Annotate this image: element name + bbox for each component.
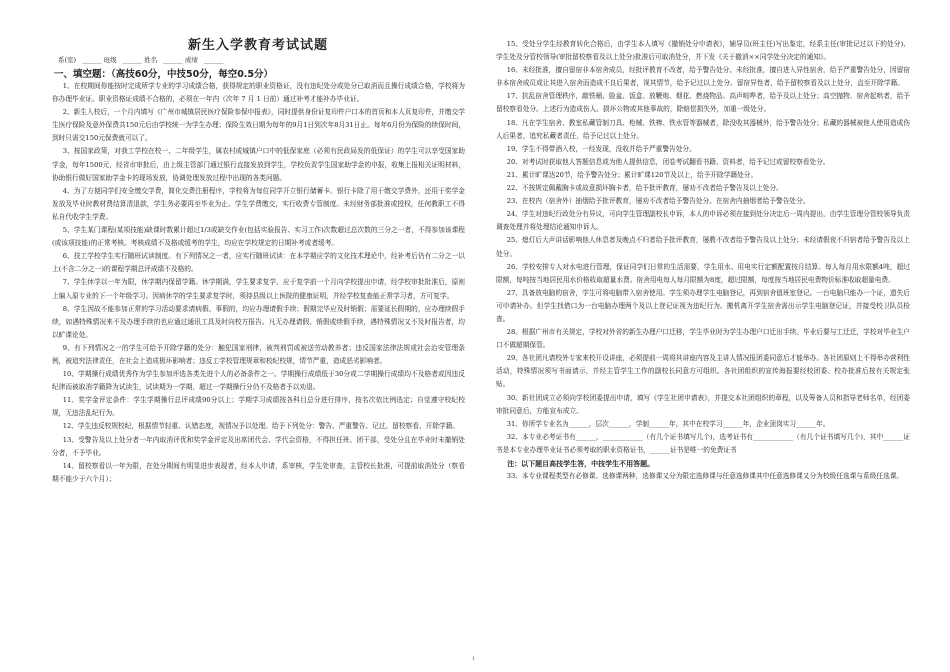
question-23: 23、在校内（宿舍外）抽烟给予批评教育，屡劝不改者给予警告处分。在宿舍内抽烟者给予警告处分。 — [506, 197, 810, 206]
question-10: 10、学期操行成绩优秀作为学生参加评选各类先进个人的必备条件之一。学期操行成绩低于30分或二学期操行成绩均不及格者或因违反纪律而被取消学籍降为试读生，试读期为一学期，超过一学期操行分仍不及格者予以劝退。 — [52, 370, 465, 392]
question-25: 25、熄灯后大声讲话影响他人休息者及晚点不归者给予批评教育，屡教不改者给予警告及以上处分；未经请假夜不归宿者给予警告及以上处分。 — [496, 236, 910, 258]
right-column — [496, 38, 910, 483]
student-info-row: 系(室) ______ 班级 ______ 姓名 ______ 成绩 ______ — [58, 56, 224, 64]
class-label: 班级 — [103, 56, 117, 64]
question-31: 31、你所学专业名为______，层次______，学制______年，其中在校学习______年，企业顶岗实习______年。 — [506, 419, 830, 428]
left-column — [52, 80, 465, 486]
question-21: 21、累计旷课达20节，给予警告处分；累计旷课120节及以上，给予开除学籍处分。 — [506, 170, 758, 179]
question-6: 6、技工学校学生实行随班试读制度。有下列情况之一者，应实行随班试读：在本学期应学的文化技术理论中，经补考后仍有二分之一以上(不含二分之一)的课程学期总评成绩不及格的。 — [52, 252, 465, 274]
name-label: 姓名 — [144, 56, 158, 64]
question-33: 33、本专业课程类型有必修课、选修课两种，选修课又分为限定选修课与任意选修课其中任意选修课又分为校级任选课与系级任选课。 — [506, 472, 904, 481]
question-17: 17、抗乱宿舍管理秩序，敲铁桶、脸盆、饭盒、放鞭炮、烟花、燃烧物品、高声喧哗者，给予及以上处分；高空抛物、宿舍起哄者，给予留校察看处分。上述行为造成伤人、损坏公物或其他事故的，除赔偿损失外，加重一级处分。 — [496, 92, 910, 114]
question-30: 30、新社团成立必须向学校团委提出申请，填写《学生社团申请表》，并提交本社团组织的章程，以及筹备人员和指导老师名单，经团委审批同意后，方能宣布成立。 — [496, 393, 910, 415]
question-19: 19、学生不得带酒入校，一经发现，没收并给予严重警告处分。 — [506, 144, 696, 153]
question-5: 5、学生某门课程(某项技能)缺课时数累计超过1/3或缺交作业(包括实验报告、实习工作)次数超过总次数的三分之一者，不得参加该课程(或该项技能)的正常考核。考核成绩不及格或缓考的学生，均应在学校规定的日期补考或者缓考。 — [52, 226, 465, 248]
question-3: 3、按国家政策，对我工学校在校一、二年级学生，属农村或城镇户口中的低保家庭（必须有民政局发的低保证）的学生可以享受国家助学金，每年1500元，经省市审批后，由上级主管部门通过银行直接发放到学生，学校负责学生国家助学金的申报，收集上报相关证明材料，协助银行做好国家助学金卡的现场发放，协调处理发放过程中出现的各类问题。 — [52, 147, 465, 182]
question-29: 29、各社团凡请校外专家来校开设讲座，必须提前一周将其讲座内容及主讲人情况报团委同意后才能举办。各社团原则上不得举办营利性活动，特殊情况须写书面请示，并经主管学生工作的副校长同意方可组织。各社团组织的宣传海报要经校团委、校办批准后按有关规定张贴。 — [496, 354, 910, 389]
dept-label: 系(室) — [58, 56, 77, 64]
question-20: 20、对考试时获取他人答题信息或为他人提供信息，闭卷考试翻看书籍、资料者，给予记过或留校察看处分。 — [506, 157, 830, 166]
score-label: 成绩 — [184, 56, 198, 64]
question-13: 13、受警告及以上处分者一年内取消评优和奖学金评定及出席团代会、学代会资格，不得担任班、团干部，受处分且在毕业时未撤销处分者，不予毕业。 — [52, 435, 465, 457]
question-4: 4、为了方便同学们安全缴交学费，简化交费注册程序，学校将为每位同学开立银行储蓄卡。银行卡除了用于缴交学费外，还用于奖学金发放及毕业时教材费结算清退款，学生务必要再至毕业为止。学生学费缴交，实行收费专管制度。未经财务部批准或授权，任何教职工不得私自代收学生学费。 — [52, 186, 465, 221]
question-28: 28、根据广州市有关规定，学校对外省的新生办理户口迁移，学生毕业时为学生办理户口迁出手续。毕业后要与工迁迁，学校对毕业生户口不做超期保管。 — [496, 328, 910, 350]
question-2: 2、新生入校后，一个月内填写《广州市城镇居民医疗保险参保申报表》，同时提供身份证复印件户口本的首页和本人页复印件，并缴交学生医疗保险及意外保费共150元后由学校统一为学生办理；保险生效日期为每年的9月1日到次年8月31日止。每年6月份为保险的续保时间，到时只需交150元保费就可以了。 — [52, 108, 465, 143]
section-heading: 一、填空题：（高技60分，中技50分，每空0.5分） — [54, 69, 274, 80]
question-15: 15、受处分学生经教育转化合格后，由学生本人填写《撤销处分申请表》，辅导员(班主任)写出鉴定，经系主任(审批记过以下的处分)、学生处及分管校领导(审批留校察看及以上处分)批准后可取消处分，并下发《关于撤消××同学处分决定的通知》。 — [496, 40, 910, 62]
question-18: 18、凡在学生宿舍、教室私藏管制刀具、枪械、铁棒、铁水管等器械者，除没收其器械外，给予警告处分；私藏的器械被他人使用造成伤人后果者，追究私藏者责任，给予记过以上处分。 — [496, 118, 910, 140]
question-16: 16、未经批准，擅自留宿非本宿舍成员，经批评教育不改者，给予警告处分。未经批准，擅自进入异性宿舍，给予严重警告处分，因留宿非本宿舍成员或让其进入宿舍而造成不良后果者，视其情节，给予记过以上处分。留宿异性者，给予留校察看及以上处分，直至开除学籍。 — [496, 66, 910, 88]
question-14: 14、留校察看以一年为限，在处分期间有明显进步表现者，经本人申请，系审核，学生处审查，主管校长批准，可提前取消处分（察看期不能少于六个月）； — [52, 461, 465, 483]
page-number: 1 — [472, 656, 476, 662]
question-12: 12、学生违反校规校纪，根据情节轻重、认错态度，视情况予以处理。给予下列处分：警告、严重警告、记过、留校察看、开除学籍。 — [62, 422, 460, 431]
exam-title: 新生入学教育考试试题 — [187, 38, 328, 53]
question-11: 11、奖学金评定条件：学生学期操行总评成绩90分以上；学期学习成绩按各科目总分进行排序，按名次依比例选定；自觉遵守校纪校规，无违法乱纪行为。 — [52, 396, 465, 418]
question-8: 8、学生因故不能参加正常的学习活动要求请病假、事假的，均应办理请假手续；假期完毕应及时销假；需要延长假期的，应办理续假手续，如遇特殊情况来不及办理手续的也应通过通讯工具及时向校方报告。凡无办理请假、销假或续假手续，遇特殊情况又不及时报告者，均以旷课论处。 — [52, 304, 465, 339]
question-27: 27、具备放电脑的宿舍，学生可将电脑带入宿舍使用。学生须办理学生电脑登记，再到宿舍值班室登记。一台电脑只能办一个证，遗失后可申请补办。但学生找借口为一台电脑办理两个及以上登记证视为违纪行为。搬机离开学生宿舍需出示学生电脑登记证，并接受校卫队员检查。 — [496, 288, 910, 323]
question-1: 1、在校期间你能按时完成所学专业的学习成绩合格，获得规定的职业资格证，没有违纪处分或处分已取消而且操行成绩合格，学校将为你办理毕业证。职业资格证成绩不合格的，必须在一年内（次年 7 月 1 日前）通过补考才能补办毕业证。 — [52, 82, 465, 104]
question-32: 32、本专业必考证书有______，____________（有几个证书填写几个)，选考证书有____________（有几个证书填写几个)，其中______证书是本专业办理毕业证书必须考取的职业资格证书，______证书是唯一的免费证书 — [496, 432, 910, 454]
question-24: 24、学生对违纪行政处分有异议，可向学生管理副校长申诉，本人的申诉必须在接到处分决定后一周内提出，由学生管理分管校领导负责调查处理并将处理结论通知申诉人。 — [496, 210, 910, 232]
question-26: 26、学校安排专人对水电进行管理，保证同学们日常的生活需要，学生用水、用电实行定额配置按月结算。每人每月用水限额4吨，超过限额，每吨按当地居民用水价格收取超量水费。宿舍用电每人每月限额为8度，超过限额，每度按当地居民电费物价标准收取超量电费。 — [496, 262, 910, 284]
question-22: 22、不按规定佩戴胸卡或故意损坏胸卡者，给予批评教育，屡劝不改者给予警告及以上处分。 — [506, 184, 783, 193]
senior-note: 注：以下题目高技学生答，中技学生不用答题。 — [507, 459, 655, 468]
question-7: 7、学生休学以一年为限，休学期内保留学籍。休学期满，学生要求复学，应于复学前一个月向学校提出申请，经学校审批批准后，原则上编入原专业的下一个年级学习。因病休学的学生要求复学时，须持县级以上医院的健康证明，并经学校复查能正常学习者，方可复学。 — [52, 278, 465, 300]
question-9: 9、有下列情况之一的学生可给予开除学籍的处分：触犯国家刑律，被判刑罚或被送劳动教养者；违反国家法律法规或社会治安管理条例，被追究法律责任，在社会上造成极坏影响者；违反工学校管理规章和校纪校规，情节严重，造成恶劣影响者。 — [52, 343, 465, 365]
